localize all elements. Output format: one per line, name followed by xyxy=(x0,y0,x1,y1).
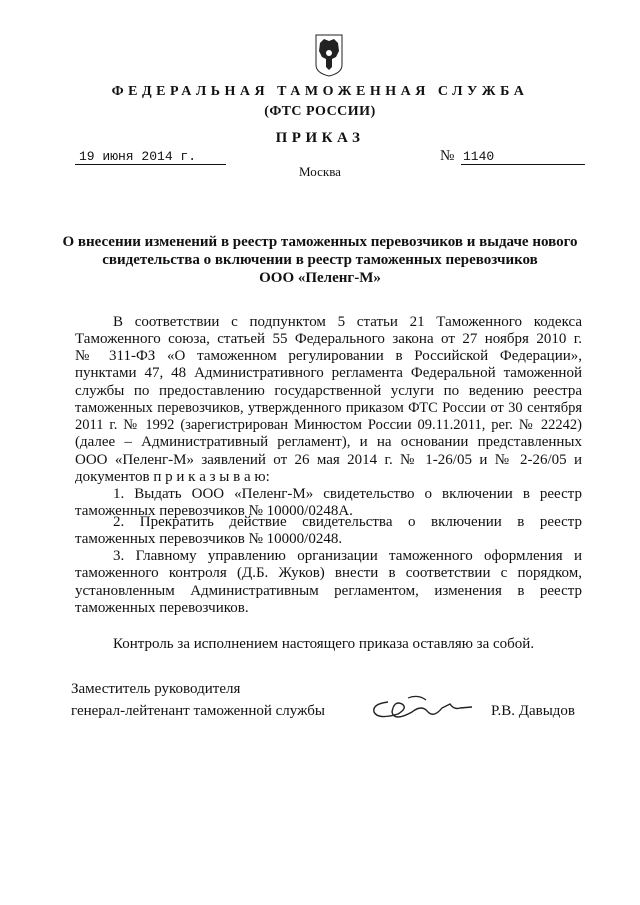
item-line: таможенного контроля (Д.Б. Жуков) внести в соответствии с порядком, xyxy=(75,565,582,581)
order-date: 19 июня 2014 г. xyxy=(75,149,226,165)
coat-of-arms-emblem-icon xyxy=(314,33,344,77)
text-line: документов п р и к а з ы в а ю: xyxy=(75,469,270,485)
city: Москва xyxy=(299,164,341,179)
text-line: Таможенного союза, статьей 55 Федерального закона от 27 ноября 2010 г. xyxy=(75,331,582,347)
item-line: таможенных перевозчиков. xyxy=(75,600,249,616)
text-line: (далее – Административный регламент), и на основании представленных xyxy=(75,434,582,450)
document-type: ПРИКАЗ xyxy=(275,130,365,146)
text-line: В соответствии с подпунктом 5 статьи 21 Таможенного кодекса xyxy=(113,314,582,330)
agency-short-name: (ФТС РОССИИ) xyxy=(264,104,376,119)
heading-line: ООО «Пеленг-М» xyxy=(259,270,381,286)
text-line: № 311-ФЗ «О таможенном регулировании в Российской Федерации», xyxy=(75,348,582,364)
text-line: 2011 г. № 1992 (зарегистрирован Минюстом России 09.11.2011, рег. № 22242) xyxy=(75,417,582,433)
text-line: службы по предоставлению государственной услуги по ведению реестра xyxy=(75,383,582,399)
heading-line: свидетельства о включении в реестр таможенных перевозчиков xyxy=(102,252,538,268)
item-line: таможенных перевозчиков № 10000/0248А. xyxy=(75,503,353,519)
signatory-name: Р.В. Давыдов xyxy=(491,703,575,719)
heading-line: О внесении изменений в реестр таможенных перевозчиков и выдаче нового xyxy=(62,234,578,250)
text-line: таможенных перевозчиков, утвержденного приказом ФТС России от 30 сентября xyxy=(75,400,582,416)
item-line: 2. Прекратить действие свидетельства о включении в реестр xyxy=(113,514,582,530)
text-line: пунктами 47, 48 Административного регламента Федеральной таможенной xyxy=(75,365,582,381)
item-line: таможенных перевозчиков № 10000/0248. xyxy=(75,531,343,547)
number-label: № xyxy=(440,148,455,164)
signatory-position: Заместитель руководителя xyxy=(71,681,241,697)
agency-name: ФЕДЕРАЛЬНАЯ ТАМОЖЕННАЯ СЛУЖБА xyxy=(111,84,529,99)
handwritten-signature-icon xyxy=(368,690,478,730)
item-line: установленным Административным регламентом, изменения в реестр xyxy=(75,583,582,599)
signatory-rank: генерал-лейтенант таможенной службы xyxy=(71,703,325,719)
control-clause: Контроль за исполнением настоящего приказа оставляю за собой. xyxy=(113,636,535,652)
item-line: 1. Выдать ООО «Пеленг-М» свидетельство о включении в реестр xyxy=(113,486,582,502)
order-number: 1140 xyxy=(461,149,585,165)
item-line: 3. Главному управлению организации таможенного оформления и xyxy=(113,548,582,564)
text-line: ООО «Пеленг-М» заявлений от 26 мая 2014 г. № 1-26/05 и № 2-26/05 и xyxy=(75,452,582,468)
